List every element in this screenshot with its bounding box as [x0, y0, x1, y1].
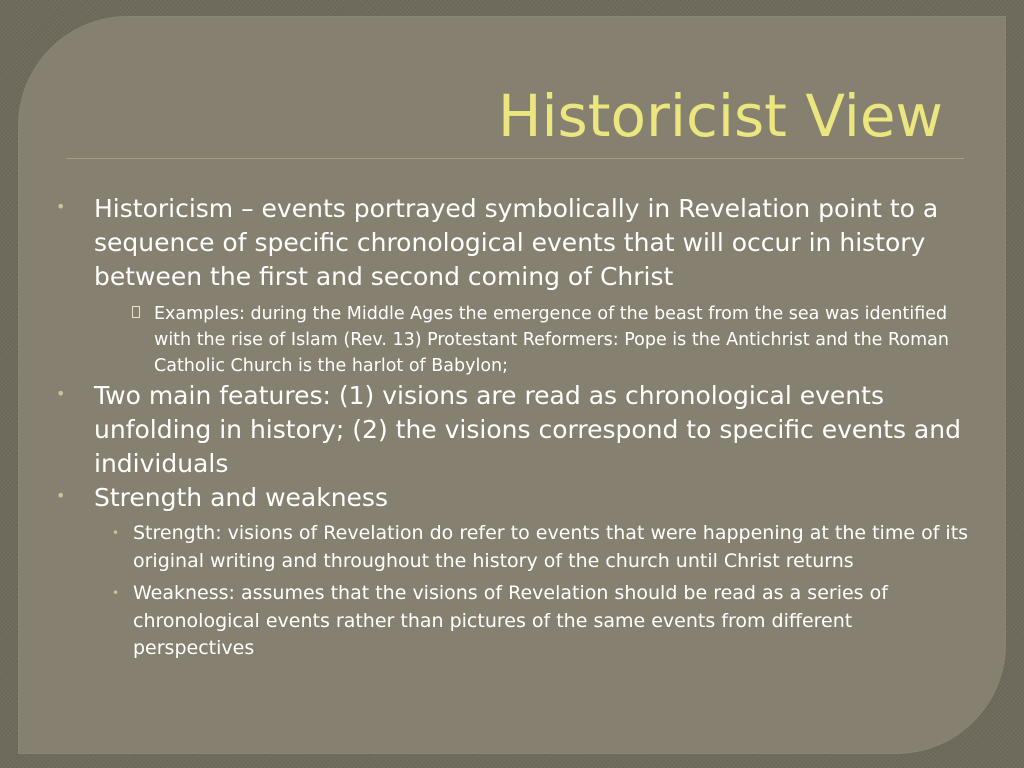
bullet-icon: •: [112, 586, 120, 600]
title-divider: [66, 158, 964, 159]
sub-bullet-text: Strength: visions of Revelation do refer to events that were happening at the time of its original writing and throughout the history of the church until Christ returns: [133, 522, 969, 572]
sub-bullet-examples: [56, 301, 971, 379]
bullet-text: Two main features: (1) visions are read as chronological events unfolding in history; (2) the visions correspond to specific events and individuals: [94, 381, 961, 478]
sub-bullet-weakness: [56, 580, 971, 663]
bullet-historicism: [56, 192, 971, 294]
sub-bullet-text: Examples: during the Middle Ages the emergence of the beast from the sea was identified with the rise of Islam (Rev. 13) Protestant Reformers: Pope is the Antichrist and the Roman Catholic Church is the harlot of Babylon;: [154, 304, 949, 376]
bullet-icon: •: [112, 526, 120, 540]
bullet-icon: •: [56, 486, 66, 505]
bullet-text: Historicism – events portrayed symbolically in Revelation point to a sequence of specific chronological events that will occur in history between the first and second coming of Christ: [94, 194, 939, 291]
bullet-icon: •: [56, 197, 66, 216]
bullet-main-features: [56, 379, 971, 481]
bullet-icon: •: [56, 384, 66, 403]
slide-content: [56, 192, 971, 668]
missing-glyph-box-icon: [132, 306, 140, 318]
bullet-strength-weakness: [56, 481, 971, 515]
sub-bullet-text: Weakness: assumes that the visions of Revelation should be read as a series of chronological events rather than pictures of the same events from different perspectives: [133, 582, 888, 659]
bullet-text: Strength and weakness: [94, 483, 388, 512]
slide-title: Historicist View: [497, 82, 943, 150]
sub-bullet-strength: [56, 520, 971, 575]
